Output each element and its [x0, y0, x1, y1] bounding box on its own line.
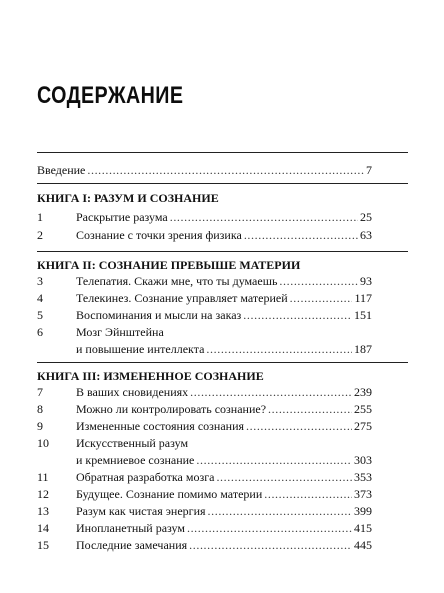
toc-entry[interactable] [37, 209, 372, 225]
leader-dots [170, 209, 358, 225]
book-heading: КНИГА III: ИЗМЕНЕННОЕ СОЗНАНИЕ [37, 369, 264, 383]
book-heading: КНИГА I: РАЗУМ И СОЗНАНИЕ [37, 191, 219, 205]
entry-page: 151 [354, 308, 372, 322]
chapter-number: 6 [37, 325, 43, 339]
entry-page: 415 [354, 521, 372, 535]
toc-entry[interactable] [37, 290, 372, 306]
toc-entry[interactable] [37, 401, 372, 417]
toc-entry-line2[interactable] [37, 341, 372, 357]
entry-page: 255 [354, 402, 372, 416]
entry-page: 7 [366, 163, 372, 177]
entry-page: 63 [360, 228, 372, 242]
entry-page: 117 [354, 291, 372, 305]
section-rule [37, 152, 408, 153]
toc-entry-intro[interactable] [37, 162, 372, 178]
chapter-number: 4 [37, 291, 43, 305]
entry-title: Обратная разработка мозга [76, 470, 215, 484]
entry-title: Раскрытие разума [76, 210, 168, 224]
chapter-number: 14 [37, 521, 49, 535]
toc-entry[interactable] [37, 418, 372, 434]
leader-dots [279, 273, 358, 289]
entry-title: Искусственный разум [76, 436, 189, 450]
section-rule [37, 362, 408, 363]
entry-title: Телекинез. Сознание управляет материей [76, 291, 288, 305]
entry-title: Можно ли контролировать сознание? [76, 402, 267, 416]
toc-entry[interactable] [37, 537, 372, 553]
entry-title-continued: и кремниевое сознание [76, 453, 195, 467]
entry-page: 353 [354, 470, 372, 484]
toc-entry[interactable] [37, 384, 372, 400]
entry-title: В ваших сновидениях [76, 385, 189, 399]
section-rule [37, 251, 408, 252]
entry-title: Будущее. Сознание помимо материи [76, 487, 263, 501]
leader-dots [87, 162, 364, 178]
entry-title: Введение [37, 163, 86, 177]
entry-page: 399 [354, 504, 372, 518]
leader-dots [196, 452, 352, 468]
entry-page: 187 [354, 342, 372, 356]
entry-title-continued: и повышение интеллекта [76, 342, 205, 356]
entry-title: Инопланетный разум [76, 521, 185, 535]
entry-title: Последние замечания [76, 538, 188, 552]
leader-dots [246, 418, 352, 434]
toc-entry[interactable] [37, 469, 372, 485]
leader-dots [244, 227, 358, 243]
leader-dots [206, 341, 352, 357]
entry-title: Разум как чистая энергия [76, 504, 206, 518]
entry-page: 445 [354, 538, 372, 552]
section-rule [37, 183, 408, 184]
leader-dots [290, 290, 353, 306]
toc-entry-line2[interactable] [37, 452, 372, 468]
chapter-number: 1 [37, 210, 43, 224]
leader-dots [189, 537, 352, 553]
chapter-number: 10 [37, 436, 49, 450]
entry-page: 93 [360, 274, 372, 288]
toc-entry[interactable] [37, 273, 372, 289]
toc-entry-line1[interactable] [37, 435, 372, 451]
chapter-number: 12 [37, 487, 49, 501]
toc-entry[interactable] [37, 520, 372, 536]
chapter-number: 15 [37, 538, 49, 552]
toc-entry[interactable] [37, 227, 372, 243]
toc-entry[interactable] [37, 486, 372, 502]
chapter-number: 5 [37, 308, 43, 322]
leader-dots [243, 307, 352, 323]
leader-dots [268, 401, 352, 417]
leader-dots [208, 503, 352, 519]
entry-title: Воспоминания и мысли на заказ [76, 308, 242, 322]
entry-title: Мозг Эйнштейна [76, 325, 164, 339]
toc-entry[interactable] [37, 307, 372, 323]
entry-page: 25 [360, 210, 372, 224]
leader-dots [190, 384, 352, 400]
chapter-number: 13 [37, 504, 49, 518]
entry-title: Телепатия. Скажи мне, что ты думаешь [76, 274, 278, 288]
entry-page: 275 [354, 419, 372, 433]
chapter-number: 2 [37, 228, 43, 242]
entry-page: 303 [354, 453, 372, 467]
page-title: СОДЕРЖАНИЕ [37, 82, 184, 109]
entry-title: Измененные состояния сознания [76, 419, 245, 433]
leader-dots [216, 469, 352, 485]
entry-title: Сознание с точки зрения физика [76, 228, 242, 242]
leader-dots [264, 486, 352, 502]
toc-entry[interactable] [37, 503, 372, 519]
chapter-number: 3 [37, 274, 43, 288]
toc-entry-line1[interactable] [37, 324, 372, 340]
chapter-number: 8 [37, 402, 43, 416]
chapter-number: 11 [37, 470, 49, 484]
chapter-number: 7 [37, 385, 43, 399]
entry-page: 373 [354, 487, 372, 501]
chapter-number: 9 [37, 419, 43, 433]
leader-dots [187, 520, 352, 536]
book-heading: КНИГА II: СОЗНАНИЕ ПРЕВЫШЕ МАТЕРИИ [37, 258, 301, 272]
entry-page: 239 [354, 385, 372, 399]
